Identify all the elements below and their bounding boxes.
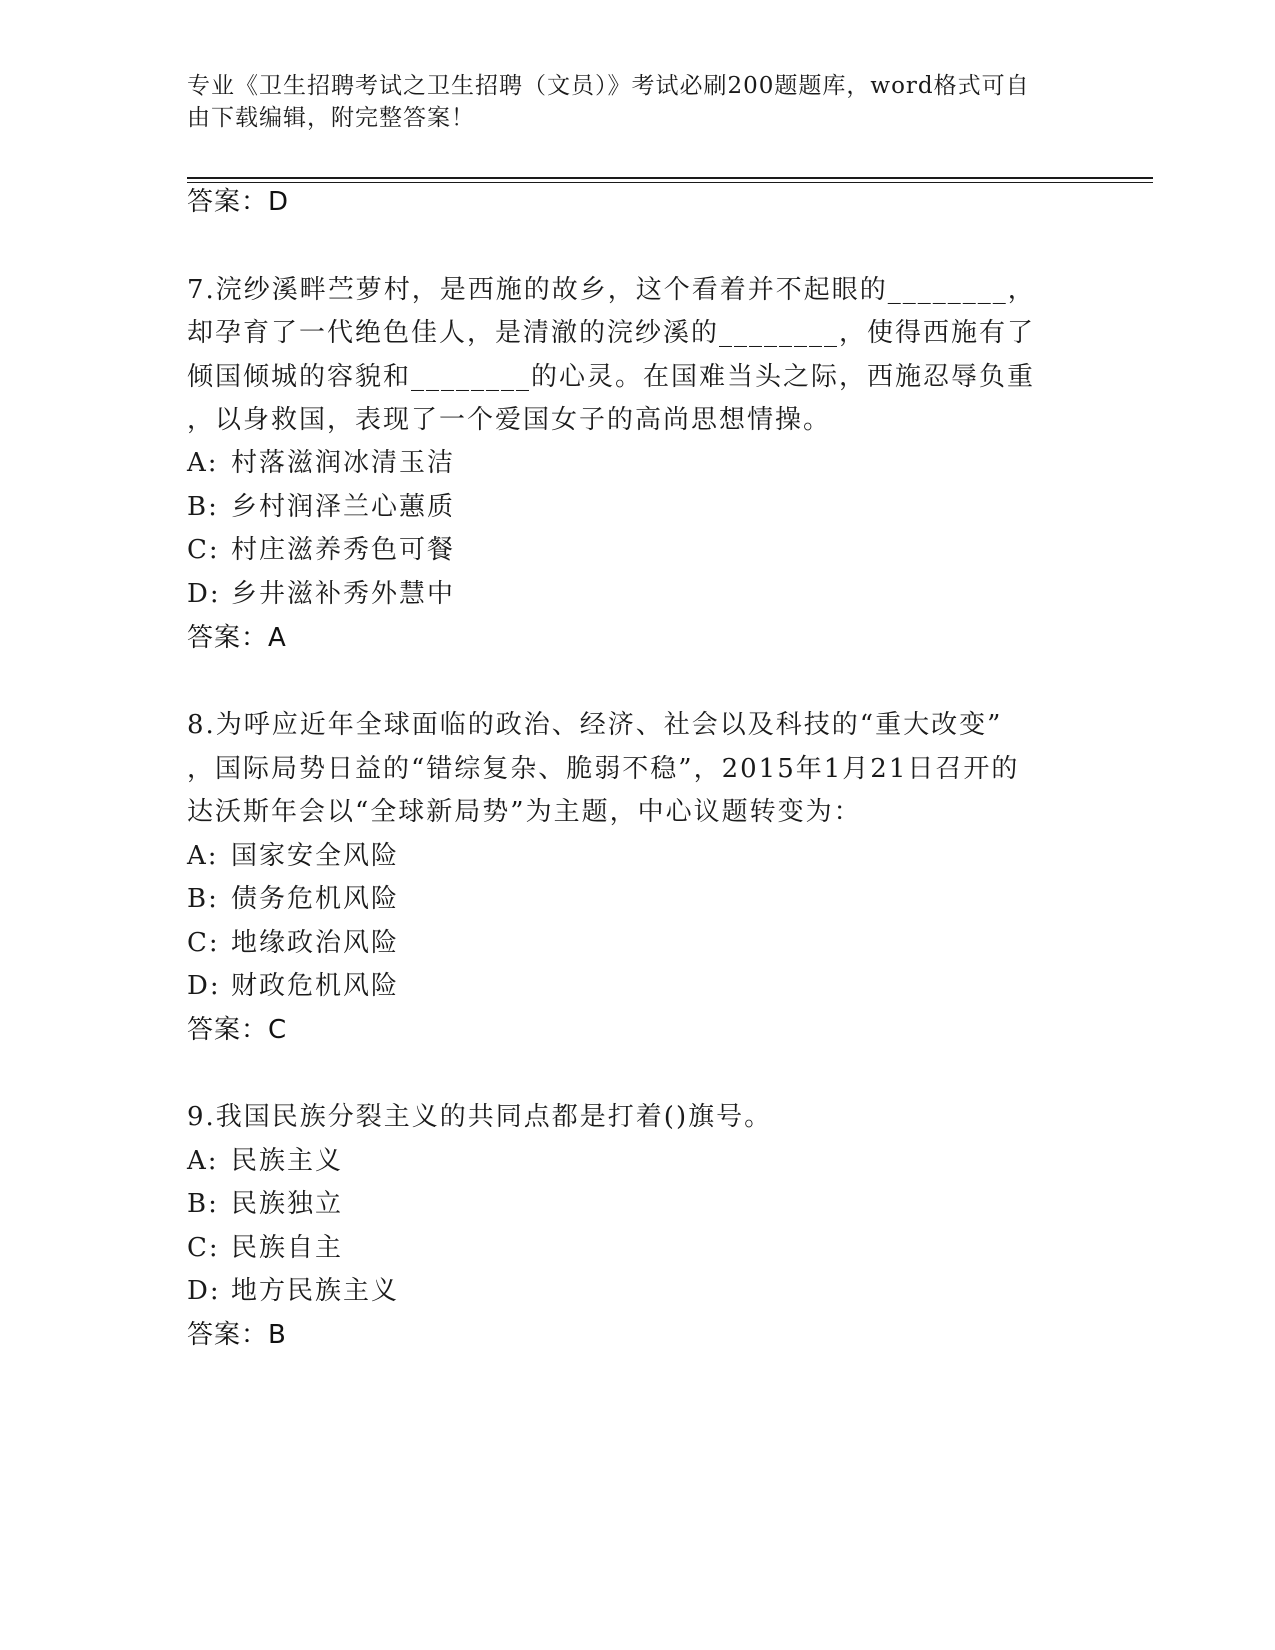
option-label: D: (187, 971, 221, 1001)
question-7-line-2: 却孕育了一代绝色佳人，是清澈的浣纱溪的________，使得西施有了 (187, 318, 1036, 348)
header-line-1: 专业《卫生招聘考试之卫生招聘（文员）》考试必刷200题题库，word格式可自 (187, 73, 1030, 99)
option-label: D: (187, 1276, 221, 1306)
option-text: 乡井滋补秀外慧中 (231, 579, 456, 609)
question-8-option-c (187, 925, 399, 961)
header-line-2: 由下载编辑，附完整答案！ (187, 105, 475, 131)
question-7-option-b (187, 489, 455, 525)
option-label: B: (187, 492, 219, 522)
option-text: 乡村润泽兰心蕙质 (231, 492, 456, 522)
header-divider-thin (187, 182, 1153, 183)
option-text: 地方民族主义 (231, 1276, 400, 1306)
question-7-line-3: 倾国倾城的容貌和________的心灵。在国难当头之际，西施忍辱负重 (187, 362, 1036, 392)
question-9-answer: 答案：B (187, 1320, 287, 1350)
question-8-answer: 答案：C (187, 1015, 288, 1045)
option-label: A: (187, 841, 219, 871)
question-7-option-a (187, 445, 455, 481)
option-text: 债务危机风险 (231, 884, 400, 914)
option-text: 民族自主 (231, 1233, 344, 1263)
option-label: C: (187, 1233, 220, 1263)
question-9-option-b (187, 1186, 343, 1222)
option-text: 地缘政治风险 (231, 928, 400, 958)
question-8-option-a (187, 838, 399, 874)
option-label: D: (187, 579, 221, 609)
question-8-line-2: ，国际局势日益的“错综复杂、脆弱不稳”，2015年1月21日召开的 (187, 754, 1020, 784)
question-9-option-a (187, 1143, 343, 1179)
question-9-option-d (187, 1273, 399, 1309)
question-7-option-d (187, 576, 455, 612)
option-label: A: (187, 448, 219, 478)
previous-answer: 答案：D (187, 187, 290, 217)
option-label: C: (187, 535, 220, 565)
document-header (187, 70, 1067, 134)
question-7-answer: 答案：A (187, 623, 287, 653)
header-divider-thick (187, 177, 1153, 179)
option-text: 财政危机风险 (231, 971, 400, 1001)
option-text: 村落滋润冰清玉洁 (231, 448, 456, 478)
option-text: 民族独立 (231, 1189, 344, 1219)
question-7-option-c (187, 532, 455, 568)
question-7-line-4: ，以身救国，表现了一个爱国女子的高尚思想情操。 (187, 405, 832, 435)
option-label: C: (187, 928, 220, 958)
question-8-option-b (187, 881, 399, 917)
question-8-line-1: 8.为呼应近年全球面临的政治、经济、社会以及科技的“重大改变” (187, 710, 1003, 740)
question-9-option-c (187, 1230, 343, 1266)
question-8-option-d (187, 968, 399, 1004)
question-9-line-1: 9.我国民族分裂主义的共同点都是打着()旗号。 (187, 1102, 773, 1132)
question-8-line-3: 达沃斯年会以“全球新局势”为主题，中心议题转变为： (187, 797, 862, 827)
option-text: 村庄滋养秀色可餐 (231, 535, 456, 565)
question-7-line-1: 7.浣纱溪畔苎萝村，是西施的故乡，这个看着并不起眼的________， (187, 275, 1036, 305)
option-text: 民族主义 (231, 1146, 344, 1176)
option-label: B: (187, 1189, 219, 1219)
option-label: B: (187, 884, 219, 914)
option-label: A: (187, 1146, 219, 1176)
option-text: 国家安全风险 (231, 841, 400, 871)
